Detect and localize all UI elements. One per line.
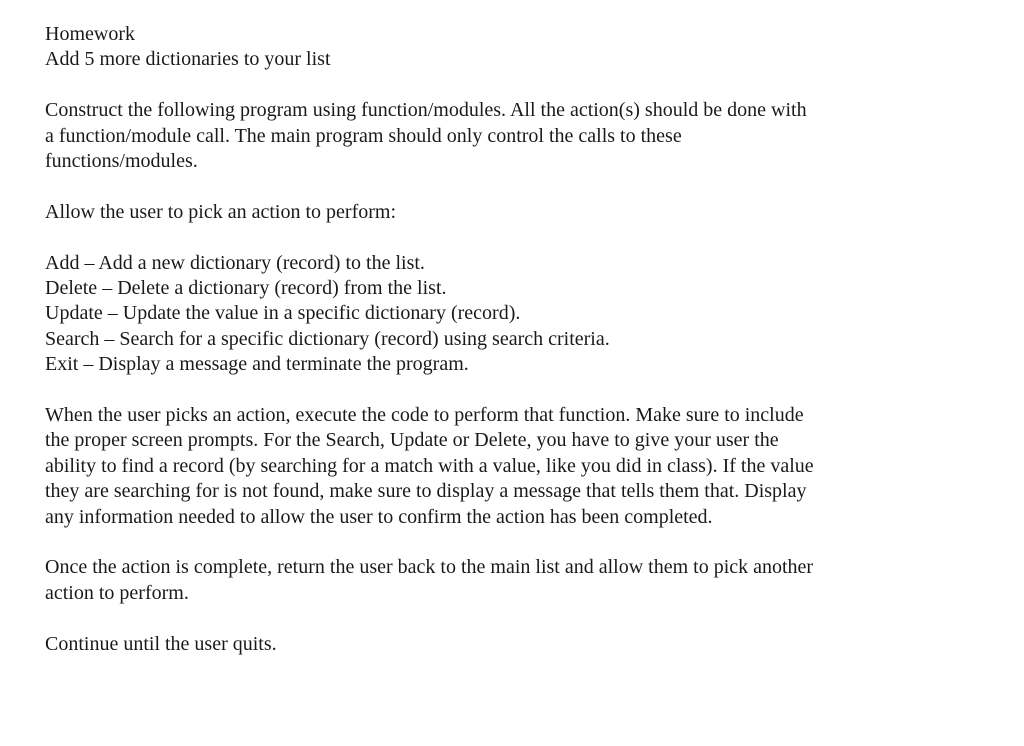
paragraph-spacer [45,530,964,555]
prompt-paragraph [45,200,964,225]
details-line: When the user picks an action, execute the code to perform that function. Make sure to include [45,404,804,427]
closing-paragraph [45,632,964,657]
return-line: action to perform. [45,581,189,604]
intro-line: Construct the following program using function/modules. All the action(s) should be done with [45,99,807,122]
paragraph-spacer [45,174,964,199]
closing-line: Continue until the user quits. [45,632,277,655]
paragraph-spacer [45,378,964,403]
action-update: Update – Update the value in a specific dictionary (record). [45,302,521,325]
action-list [45,251,964,378]
prompt-line: Allow the user to pick an action to perform: [45,200,397,223]
paragraph-spacer [45,73,964,98]
action-add: Add – Add a new dictionary (record) to the list. [45,251,425,274]
return-line: Once the action is complete, return the user back to the main list and allow them to pick another [45,556,814,579]
intro-line: functions/modules. [45,150,198,173]
document-title: Homework [45,23,135,45]
intro-paragraph [45,98,964,174]
details-line: they are searching for is not found, make sure to display a message that tells them that. Display [45,480,807,503]
details-paragraph [45,403,964,530]
intro-line: a function/module call. The main program should only control the calls to these [45,124,682,147]
return-paragraph [45,555,964,606]
action-delete: Delete – Delete a dictionary (record) from the list. [45,277,447,300]
action-search: Search – Search for a specific dictionary (record) using search criteria. [45,327,610,350]
header-block [45,22,964,73]
details-line: the proper screen prompts. For the Search, Update or Delete, you have to give your user the [45,429,779,452]
paragraph-spacer [45,225,964,250]
action-exit: Exit – Display a message and terminate the program. [45,353,469,376]
details-line: ability to find a record (by searching for a match with a value, like you did in class). If the value [45,454,814,477]
document-subtitle: Add 5 more dictionaries to your list [45,48,331,71]
paragraph-spacer [45,606,964,631]
details-line: any information needed to allow the user to confirm the action has been completed. [45,505,713,528]
